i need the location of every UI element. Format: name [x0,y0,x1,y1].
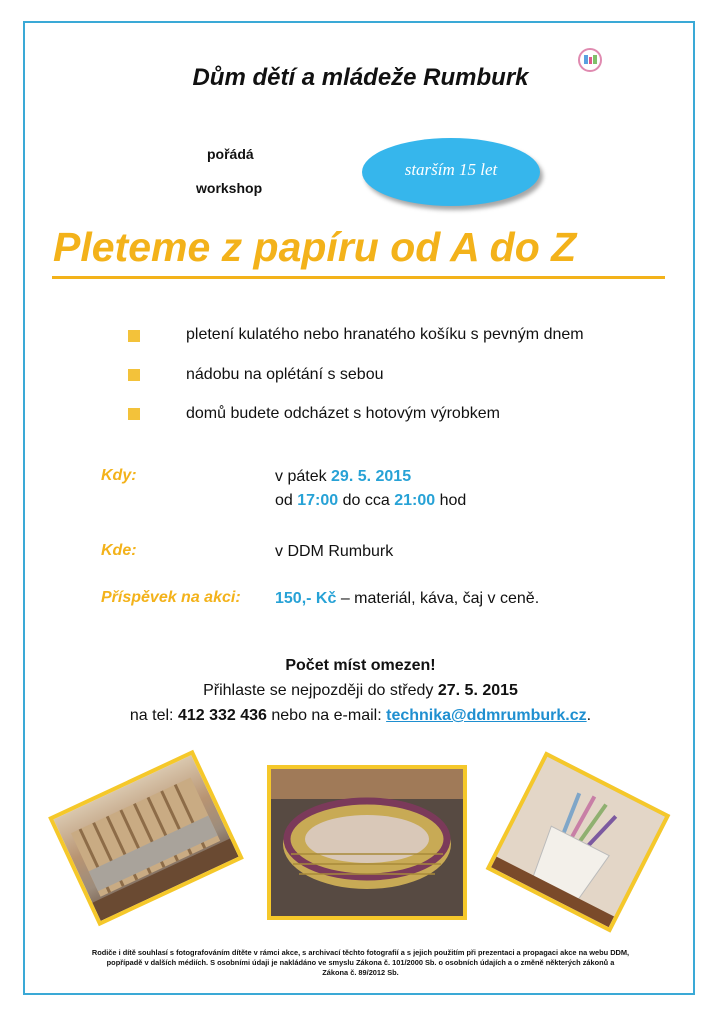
contact-line: na tel: 412 332 436 nebo na e-mail: technika@ddmrumburk.cz. [129,707,592,724]
organizer-title: Dům dětí a mládeže Rumburk [192,64,529,91]
limited-capacity-text: Počet míst omezen! [285,657,436,674]
bullet-square-icon [128,369,140,381]
bullet-item: domů budete odcházet s hotovým výrobkem [186,405,500,422]
event-headline: Pleteme z papíru od A do Z [53,224,577,270]
oval-basket-image [271,769,463,916]
phone-number: 412 332 436 [177,707,267,724]
when-label: Kdy: [101,467,137,484]
time-to: 21:00 [394,492,436,509]
email-link[interactable]: technika@ddmrumburk.cz [386,707,587,724]
bullet-item: nádobu na oplétání s sebou [186,366,384,383]
audience-badge-text: starším 15 let [404,160,498,179]
event-date: 29. 5. 2015 [331,468,412,485]
ddm-logo-icon [577,47,603,73]
fee-amount: 150,- Kč [275,590,337,607]
when-time-line: od 17:00 do cca 21:00 hod [275,492,467,509]
bullet-square-icon [128,330,140,342]
where-value: v DDM Rumburk [275,543,394,560]
headline-underline [52,276,665,279]
fee-label: Příspěvek na akci: [101,589,241,606]
when-date-line: v pátek 29. 5. 2015 [275,468,412,485]
fee-value: 150,- Kč – materiál, káva, čaj v ceně. [275,590,540,607]
footer-line: Rodiče i dítě souhlasí s fotografováním dítěte v rámci akce, s archivací těchto fotografií a s jejich použitím při prezentaci a propagaci akce na webu DDM, [91,948,630,957]
consent-footer [44,948,677,978]
register-line: Přihlaste se nejpozději do středy 27. 5. 2015 [203,682,518,699]
bullet-item: pletení kulatého nebo hranatého košíku s pevným dnem [186,326,584,343]
workshop-text: workshop [196,180,263,196]
time-from: 17:00 [297,492,339,509]
organizes-text: pořádá [207,146,254,162]
footer-line: popřípadě v dalších médiích. S osobními údaji je nakládáno ve smyslu Zákona č. 101/2000 Sb. o osobních údajích a o změně některých zákonů a [106,958,615,967]
register-date: 27. 5. 2015 [437,682,518,699]
bullet-square-icon [128,408,140,420]
basket-photo-center [267,765,467,920]
footer-line: Zákona č. 89/2012 Sb. [322,968,399,977]
where-label: Kde: [101,542,137,559]
